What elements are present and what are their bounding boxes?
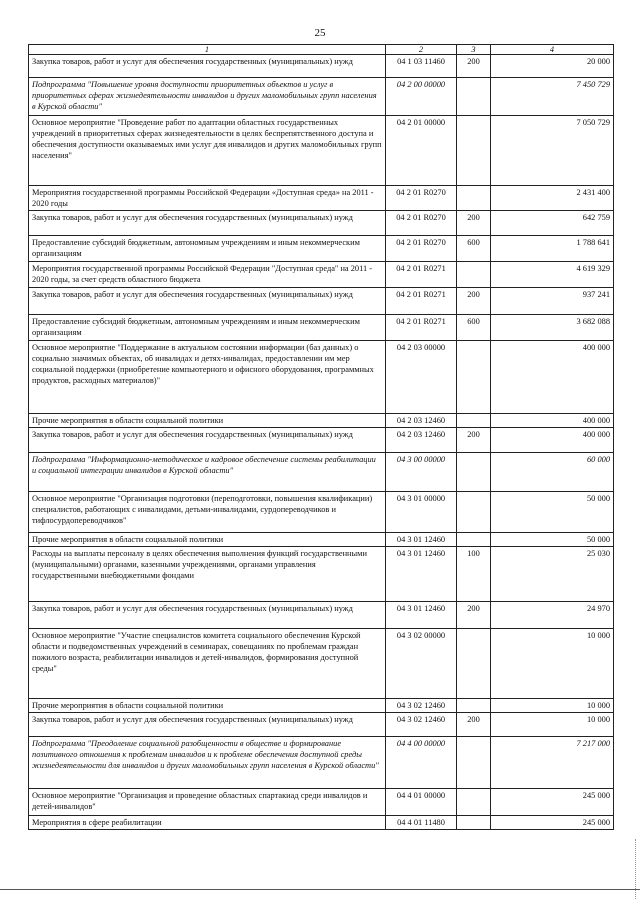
table-row: [29, 116, 614, 186]
row-amount-cell: 4 619 329: [491, 262, 614, 288]
row-name-cell: Основное мероприятие "Организация подготовки (переподготовки, повышения квалификации) специалистов, работающих с инвалидами, детьми-инвалидами, сурдопереводчиков и тифлосурдопереводчиков": [29, 492, 386, 533]
row-name-cell: Подпрограмма "Повышение уровня доступности приоритетных объектов и услуг в приоритетных сферах жизнедеятельности инвалидов и других маломобильных групп населения в Курской области": [29, 78, 386, 116]
row-name-cell: Основное мероприятие "Организация и проведение областных спартакиад среди инвалидов и детей-инвалидов": [29, 789, 386, 816]
row-name-cell: Мероприятия государственной программы Российской Федерации "Доступная среда" на 2011 - 2020 годы, за счет средств областного бюджета: [29, 262, 386, 288]
row-code-cell: 04 2 03 00000: [386, 341, 457, 414]
table-row: [29, 288, 614, 315]
row-code-cell: 04 3 02 12460: [386, 713, 457, 737]
table-row: [29, 262, 614, 288]
row-amount-cell: 245 000: [491, 816, 614, 830]
table-row: [29, 547, 614, 602]
row-type-cell: [457, 533, 491, 547]
table-row: [29, 533, 614, 547]
row-name-cell: Закупка товаров, работ и услуг для обеспечения государственных (муниципальных) нужд: [29, 211, 386, 236]
row-name-cell: Предоставление субсидий бюджетным, автономным учреждениям и иным некоммерческим организациям: [29, 315, 386, 341]
table-row: [29, 55, 614, 78]
row-type-cell: 200: [457, 713, 491, 737]
row-name-cell: Прочие мероприятия в области социальной политики: [29, 533, 386, 547]
row-name-cell: Закупка товаров, работ и услуг для обеспечения государственных (муниципальных) нужд: [29, 428, 386, 453]
table-row: [29, 699, 614, 713]
row-amount-cell: 7 050 729: [491, 116, 614, 186]
row-type-cell: [457, 737, 491, 789]
row-amount-cell: 10 000: [491, 699, 614, 713]
row-code-cell: 04 3 01 12460: [386, 602, 457, 629]
row-amount-cell: 2 431 400: [491, 186, 614, 211]
row-code-cell: 04 2 01 R0270: [386, 186, 457, 211]
row-amount-cell: 1 788 641: [491, 236, 614, 262]
row-type-cell: [457, 699, 491, 713]
row-code-cell: 04 3 01 12460: [386, 533, 457, 547]
table-row: [29, 315, 614, 341]
row-name-cell: Мероприятия в сфере реабилитации: [29, 816, 386, 830]
row-code-cell: 04 1 03 11460: [386, 55, 457, 78]
row-type-cell: [457, 453, 491, 492]
row-code-cell: 04 2 01 R0271: [386, 288, 457, 315]
table-row: [29, 78, 614, 116]
column-number-1: 1: [29, 45, 386, 55]
row-code-cell: 04 3 02 12460: [386, 699, 457, 713]
row-code-cell: 04 2 01 R0270: [386, 236, 457, 262]
budget-table: [28, 44, 614, 830]
row-code-cell: 04 2 01 R0271: [386, 315, 457, 341]
row-amount-cell: 50 000: [491, 492, 614, 533]
column-number-3: 3: [457, 45, 491, 55]
row-type-cell: [457, 816, 491, 830]
row-type-cell: 200: [457, 288, 491, 315]
table-row: [29, 492, 614, 533]
row-type-cell: 600: [457, 236, 491, 262]
row-type-cell: [457, 414, 491, 428]
row-code-cell: 04 2 01 R0271: [386, 262, 457, 288]
table-row: [29, 414, 614, 428]
table-row: [29, 453, 614, 492]
row-amount-cell: 7 450 729: [491, 78, 614, 116]
row-name-cell: Расходы на выплаты персоналу в целях обеспечения выполнения функций государственными (муниципальными) органами, казенными учреждениями, органами управления государственными внебюджетными фондами: [29, 547, 386, 602]
row-amount-cell: 245 000: [491, 789, 614, 816]
row-name-cell: Основное мероприятие "Поддержание в актуальном состоянии информации (баз данных) о социально значимых объектах, об инвалидах и детях-инвалидах, предоставлении им мер социальной поддержки (приобретение компьютерного и офисного оборудования, программных продуктов, расходных материалов)": [29, 341, 386, 414]
table-row: [29, 629, 614, 699]
row-name-cell: Предоставление субсидий бюджетным, автономным учреждениям и иным некоммерческим организациям: [29, 236, 386, 262]
row-amount-cell: 400 000: [491, 428, 614, 453]
row-name-cell: Мероприятия государственной программы Российской Федерации «Доступная среда» на 2011 - 2020 годы: [29, 186, 386, 211]
row-name-cell: Подпрограмма "Информационно-методическое и кадровое обеспечение системы реабилитации и социальной интеграции инвалидов в Курской области": [29, 453, 386, 492]
row-type-cell: 100: [457, 547, 491, 602]
column-number-row: [29, 45, 614, 55]
row-type-cell: [457, 186, 491, 211]
row-type-cell: [457, 262, 491, 288]
row-name-cell: Прочие мероприятия в области социальной политики: [29, 699, 386, 713]
row-name-cell: Основное мероприятие "Участие специалистов комитета социального обеспечения Курской области и подведомственных учреждений в семинарах, совещаниях по проблемам граждан пожилого возраста, реабилитации инвалидов и детей-инвалидов, формирования доступной среды": [29, 629, 386, 699]
row-name-cell: Основное мероприятие "Проведение работ по адаптации областных государственных учреждений в приоритетных сферах жизнедеятельности в целях беспрепятственного доступа и обеспечения доступности оказываемых ими услуг для инвалидов и других маломобильных групп населения": [29, 116, 386, 186]
table-row: [29, 341, 614, 414]
row-code-cell: 04 2 00 00000: [386, 78, 457, 116]
row-type-cell: [457, 492, 491, 533]
table-row: [29, 602, 614, 629]
page-bottom-rule: [0, 889, 640, 890]
row-code-cell: 04 2 01 00000: [386, 116, 457, 186]
table-row: [29, 713, 614, 737]
row-amount-cell: 10 000: [491, 713, 614, 737]
row-amount-cell: 24 970: [491, 602, 614, 629]
row-code-cell: 04 4 01 00000: [386, 789, 457, 816]
row-amount-cell: 400 000: [491, 414, 614, 428]
column-number-4: 4: [491, 45, 614, 55]
row-amount-cell: 7 217 000: [491, 737, 614, 789]
table-row: [29, 428, 614, 453]
row-type-cell: [457, 116, 491, 186]
row-amount-cell: 400 000: [491, 341, 614, 414]
column-number-2: 2: [386, 45, 457, 55]
row-amount-cell: 10 000: [491, 629, 614, 699]
row-name-cell: Прочие мероприятия в области социальной политики: [29, 414, 386, 428]
row-name-cell: Закупка товаров, работ и услуг для обеспечения государственных (муниципальных) нужд: [29, 55, 386, 78]
row-amount-cell: 25 030: [491, 547, 614, 602]
table-row: [29, 186, 614, 211]
row-amount-cell: 60 000: [491, 453, 614, 492]
table-row: [29, 737, 614, 789]
budget-table-body: [29, 45, 614, 830]
row-type-cell: 600: [457, 315, 491, 341]
row-name-cell: Закупка товаров, работ и услуг для обеспечения государственных (муниципальных) нужд: [29, 602, 386, 629]
row-code-cell: 04 2 03 12460: [386, 414, 457, 428]
row-type-cell: [457, 629, 491, 699]
row-amount-cell: 937 241: [491, 288, 614, 315]
row-type-cell: 200: [457, 428, 491, 453]
row-code-cell: 04 3 01 00000: [386, 492, 457, 533]
row-type-cell: [457, 341, 491, 414]
row-code-cell: 04 2 01 R0270: [386, 211, 457, 236]
row-code-cell: 04 3 01 12460: [386, 547, 457, 602]
row-type-cell: 200: [457, 211, 491, 236]
table-row: [29, 816, 614, 830]
scan-edge-mark: [633, 839, 636, 899]
page-number: 25: [314, 27, 326, 39]
row-code-cell: 04 4 00 00000: [386, 737, 457, 789]
row-code-cell: 04 4 01 11480: [386, 816, 457, 830]
row-name-cell: Закупка товаров, работ и услуг для обеспечения государственных (муниципальных) нужд: [29, 288, 386, 315]
row-amount-cell: 642 759: [491, 211, 614, 236]
row-code-cell: 04 2 03 12460: [386, 428, 457, 453]
row-name-cell: Закупка товаров, работ и услуг для обеспечения государственных (муниципальных) нужд: [29, 713, 386, 737]
table-row: [29, 236, 614, 262]
table-row: [29, 789, 614, 816]
row-name-cell: Подпрограмма "Преодоление социальной разобщенности в обществе и формирование позитивного отношения к проблемам инвалидов и к проблеме обеспечения доступной среды жизнедеятельности для инвалидов и других маломобильных групп населения в Курской области": [29, 737, 386, 789]
row-amount-cell: 3 682 088: [491, 315, 614, 341]
row-type-cell: [457, 789, 491, 816]
row-code-cell: 04 3 00 00000: [386, 453, 457, 492]
row-type-cell: [457, 78, 491, 116]
row-type-cell: 200: [457, 602, 491, 629]
row-type-cell: 200: [457, 55, 491, 78]
row-code-cell: 04 3 02 00000: [386, 629, 457, 699]
row-amount-cell: 50 000: [491, 533, 614, 547]
row-amount-cell: 20 000: [491, 55, 614, 78]
table-row: [29, 211, 614, 236]
